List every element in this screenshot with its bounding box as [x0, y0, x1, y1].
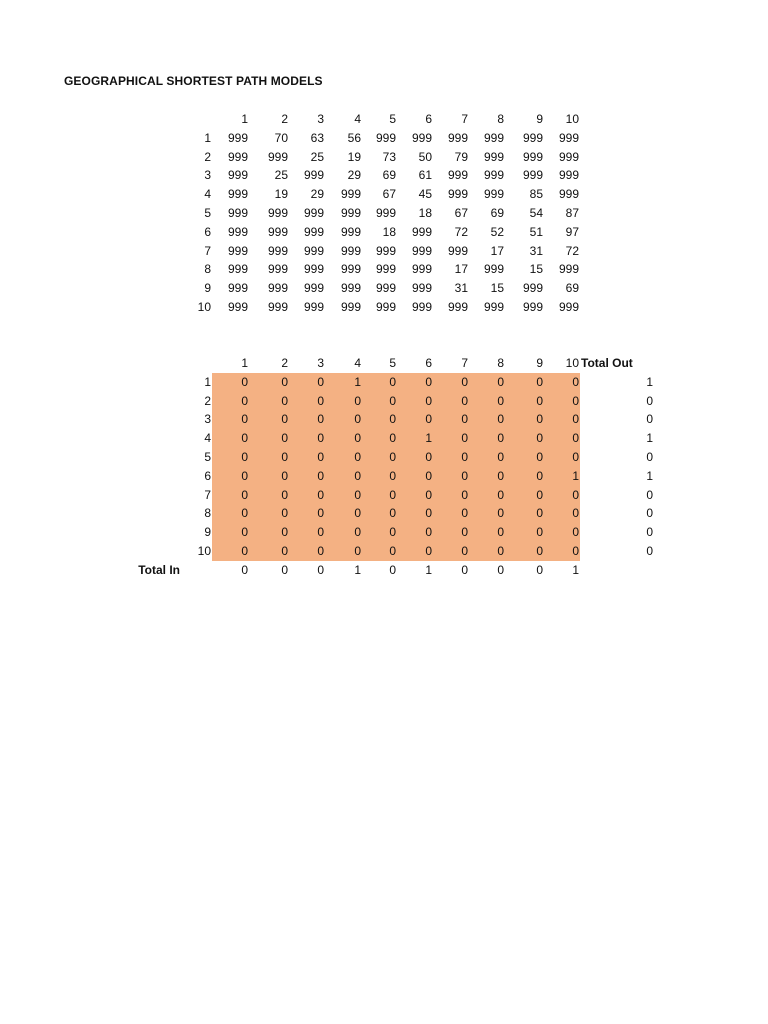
column-header: 10	[565, 112, 579, 126]
table-cell: 0	[389, 525, 396, 540]
total-in-value: 0	[497, 562, 504, 577]
table-cell: 999	[375, 130, 396, 145]
table-cell: 0	[572, 412, 579, 427]
row-header: 4	[204, 187, 211, 202]
table-cell: 999	[558, 187, 579, 202]
table-cell: 45	[418, 187, 432, 202]
table-cell: 0	[354, 450, 361, 464]
table-cell: 0	[461, 393, 468, 408]
table-cell: 0	[461, 450, 468, 464]
table-cell: 999	[522, 130, 543, 145]
row-header: 7	[204, 487, 211, 502]
table-cell: 0	[281, 544, 288, 558]
total-out-value: 0	[646, 412, 653, 427]
total-out-value: 0	[646, 525, 653, 540]
table-cell: 0	[389, 431, 396, 446]
table-cell: 999	[227, 206, 248, 220]
table-cell: 0	[354, 487, 361, 502]
table-cell: 0	[281, 393, 288, 408]
table-cell: 999	[375, 300, 396, 314]
row-header: 3	[204, 412, 211, 427]
row-header: 9	[204, 281, 211, 296]
table-cell: 999	[340, 300, 361, 314]
table-cell: 1	[354, 374, 361, 389]
table-cell: 999	[303, 224, 324, 239]
table-cell: 999	[375, 262, 396, 277]
table-cell: 999	[483, 130, 504, 145]
table-cell: 0	[281, 525, 288, 540]
table-cell: 0	[354, 506, 361, 521]
table-cell: 0	[317, 506, 324, 521]
table-cell: 0	[317, 450, 324, 464]
table-cell: 0	[389, 544, 396, 558]
column-header: 7	[461, 356, 468, 370]
table-cell: 0	[536, 544, 543, 558]
table-cell: 999	[558, 130, 579, 145]
row-header: 8	[204, 262, 211, 277]
table-cell: 999	[227, 149, 248, 164]
table-cell: 999	[340, 281, 361, 296]
table-cell: 999	[447, 243, 468, 258]
table-cell: 0	[241, 487, 248, 502]
table-cell: 0	[389, 374, 396, 389]
table-cell: 0	[389, 506, 396, 521]
table-cell: 0	[425, 468, 432, 483]
table-cell: 0	[497, 374, 504, 389]
total-in-label: Total In	[138, 562, 180, 577]
column-header: 5	[389, 356, 396, 370]
table-cell: 18	[382, 224, 396, 239]
table-cell: 0	[497, 506, 504, 521]
table-cell: 0	[389, 468, 396, 483]
row-header: 5	[204, 450, 211, 464]
table-cell: 72	[565, 243, 579, 258]
table-cell: 0	[281, 487, 288, 502]
table-cell: 0	[536, 487, 543, 502]
column-header: 3	[317, 112, 324, 126]
table-cell: 18	[418, 206, 432, 220]
table-cell: 0	[425, 544, 432, 558]
table-cell: 52	[490, 224, 504, 239]
table-cell: 19	[274, 187, 288, 202]
table-cell: 56	[347, 130, 361, 145]
column-header: 2	[281, 112, 288, 126]
page-title: GEOGRAPHICAL SHORTEST PATH MODELS	[64, 74, 323, 88]
table-cell: 0	[461, 544, 468, 558]
table-cell: 999	[227, 224, 248, 239]
column-header: 4	[354, 356, 361, 370]
table-cell: 999	[483, 149, 504, 164]
table-cell: 999	[447, 130, 468, 145]
table-cell: 999	[522, 149, 543, 164]
table-cell: 54	[529, 206, 543, 220]
row-header: 10	[197, 544, 211, 558]
table-cell: 0	[425, 374, 432, 389]
table-cell: 0	[241, 393, 248, 408]
table-cell: 999	[340, 243, 361, 258]
table-cell: 999	[375, 243, 396, 258]
table-cell: 999	[522, 281, 543, 296]
table-cell: 999	[303, 281, 324, 296]
table-cell: 999	[558, 168, 579, 183]
table-cell: 999	[227, 243, 248, 258]
table-cell: 999	[267, 281, 288, 296]
table-cell: 999	[303, 262, 324, 277]
table-cell: 0	[497, 431, 504, 446]
table-cell: 999	[303, 168, 324, 183]
table-cell: 29	[347, 168, 361, 183]
table-cell: 0	[461, 525, 468, 540]
total-out-value: 0	[646, 487, 653, 502]
column-header: 6	[425, 356, 432, 370]
table-cell: 999	[375, 281, 396, 296]
table-cell: 97	[565, 224, 579, 239]
table-cell: 0	[461, 487, 468, 502]
table-cell: 0	[572, 450, 579, 464]
total-out-value: 0	[646, 506, 653, 521]
table-cell: 999	[227, 187, 248, 202]
row-header: 7	[204, 243, 211, 258]
table-cell: 999	[483, 262, 504, 277]
table-cell: 999	[375, 206, 396, 220]
total-in-value: 1	[354, 562, 361, 577]
table-cell: 0	[241, 525, 248, 540]
table-cell: 67	[454, 206, 468, 220]
table-cell: 79	[454, 149, 468, 164]
table-cell: 999	[267, 243, 288, 258]
table-cell: 999	[411, 281, 432, 296]
table-cell: 0	[317, 374, 324, 389]
total-in-value: 0	[317, 562, 324, 577]
table-cell: 999	[447, 300, 468, 314]
table-cell: 0	[241, 544, 248, 558]
table-cell: 0	[572, 431, 579, 446]
table-cell: 0	[497, 393, 504, 408]
table-cell: 999	[522, 168, 543, 183]
table-cell: 0	[281, 506, 288, 521]
table-cell: 0	[354, 393, 361, 408]
table-cell: 0	[389, 450, 396, 464]
table-cell: 0	[536, 393, 543, 408]
table-cell: 0	[354, 544, 361, 558]
table-cell: 999	[303, 300, 324, 314]
table-cell: 17	[454, 262, 468, 277]
table-cell: 0	[572, 374, 579, 389]
table-cell: 0	[354, 412, 361, 427]
table-cell: 0	[389, 412, 396, 427]
total-in-value: 0	[389, 562, 396, 577]
column-header: 10	[565, 356, 579, 370]
table-cell: 0	[425, 506, 432, 521]
table-cell: 999	[483, 187, 504, 202]
table-cell: 999	[447, 168, 468, 183]
table-cell: 87	[565, 206, 579, 220]
row-header: 2	[204, 393, 211, 408]
table-cell: 0	[497, 544, 504, 558]
table-cell: 999	[522, 300, 543, 314]
total-out-value: 0	[646, 450, 653, 464]
column-header: 5	[389, 112, 396, 126]
total-out-value: 1	[646, 374, 653, 389]
table-cell: 999	[340, 262, 361, 277]
row-header: 9	[204, 525, 211, 540]
table-cell: 999	[227, 300, 248, 314]
table-cell: 0	[317, 487, 324, 502]
table-cell: 0	[389, 393, 396, 408]
table-cell: 999	[227, 262, 248, 277]
column-header: 2	[281, 356, 288, 370]
table-cell: 0	[281, 412, 288, 427]
table-cell: 0	[425, 450, 432, 464]
table-cell: 0	[572, 393, 579, 408]
table-cell: 0	[241, 506, 248, 521]
column-header: 4	[354, 112, 361, 126]
table-cell: 0	[461, 506, 468, 521]
table-cell: 0	[536, 525, 543, 540]
table-cell: 999	[267, 224, 288, 239]
table-cell: 63	[310, 130, 324, 145]
table-cell: 29	[310, 187, 324, 202]
table-cell: 67	[382, 187, 396, 202]
table-cell: 31	[454, 281, 468, 296]
table-cell: 999	[411, 262, 432, 277]
total-out-value: 0	[646, 544, 653, 558]
total-out-value: 1	[646, 431, 653, 446]
table-cell: 999	[411, 300, 432, 314]
table-cell: 69	[565, 281, 579, 296]
table-cell: 999	[303, 206, 324, 220]
table-cell: 999	[483, 300, 504, 314]
total-out-value: 1	[646, 468, 653, 483]
table-cell: 999	[411, 224, 432, 239]
table-cell: 0	[572, 525, 579, 540]
table-cell: 0	[317, 393, 324, 408]
table-cell: 0	[317, 544, 324, 558]
column-header: 3	[317, 356, 324, 370]
column-header: 1	[241, 112, 248, 126]
row-header: 4	[204, 431, 211, 446]
table-cell: 0	[536, 412, 543, 427]
table-cell: 0	[241, 412, 248, 427]
table-cell: 17	[490, 243, 504, 258]
row-header: 6	[204, 468, 211, 483]
table-cell: 70	[274, 130, 288, 145]
table-cell: 0	[354, 525, 361, 540]
table-cell: 999	[227, 130, 248, 145]
row-header: 3	[204, 168, 211, 183]
table-cell: 0	[461, 468, 468, 483]
table-cell: 999	[340, 224, 361, 239]
table-cell: 999	[267, 149, 288, 164]
table-cell: 0	[497, 450, 504, 464]
table-cell: 1	[572, 468, 579, 483]
table-cell: 85	[529, 187, 543, 202]
table-cell: 73	[382, 149, 396, 164]
table-cell: 19	[347, 149, 361, 164]
table-cell: 69	[490, 206, 504, 220]
table-cell: 0	[536, 468, 543, 483]
row-header: 2	[204, 149, 211, 164]
total-in-value: 0	[241, 562, 248, 577]
table-cell: 0	[425, 487, 432, 502]
total-in-value: 0	[281, 562, 288, 577]
table-cell: 0	[536, 506, 543, 521]
total-out-header: Total Out	[581, 356, 633, 370]
total-in-value: 1	[572, 562, 579, 577]
total-in-value: 1	[425, 562, 432, 577]
table-cell: 15	[490, 281, 504, 296]
table-cell: 0	[317, 431, 324, 446]
table-cell: 0	[497, 412, 504, 427]
table-cell: 0	[281, 374, 288, 389]
table-cell: 999	[558, 149, 579, 164]
table-cell: 0	[536, 431, 543, 446]
table-cell: 0	[317, 468, 324, 483]
table-cell: 0	[354, 431, 361, 446]
table-cell: 999	[483, 168, 504, 183]
table-cell: 999	[303, 243, 324, 258]
table-cell: 0	[241, 431, 248, 446]
table-cell: 999	[447, 187, 468, 202]
table-cell: 0	[389, 487, 396, 502]
table-cell: 999	[411, 243, 432, 258]
table-cell: 0	[425, 525, 432, 540]
table-cell: 999	[227, 168, 248, 183]
table-cell: 0	[497, 468, 504, 483]
table-cell: 15	[529, 262, 543, 277]
table-cell: 0	[572, 506, 579, 521]
table-cell: 999	[411, 130, 432, 145]
column-header: 7	[461, 112, 468, 126]
table-cell: 0	[572, 544, 579, 558]
table-cell: 69	[382, 168, 396, 183]
table-cell: 0	[241, 450, 248, 464]
table-cell: 25	[310, 149, 324, 164]
table-cell: 999	[267, 206, 288, 220]
table-cell: 0	[281, 431, 288, 446]
table-cell: 31	[529, 243, 543, 258]
table-cell: 999	[558, 300, 579, 314]
table-cell: 999	[340, 187, 361, 202]
table-cell: 999	[340, 206, 361, 220]
table-cell: 0	[497, 525, 504, 540]
column-header: 9	[536, 112, 543, 126]
table-cell: 0	[497, 487, 504, 502]
table-cell: 999	[267, 300, 288, 314]
table-cell: 0	[241, 374, 248, 389]
table-cell: 25	[274, 168, 288, 183]
total-out-value: 0	[646, 393, 653, 408]
row-header: 10	[197, 300, 211, 314]
total-in-value: 0	[536, 562, 543, 577]
column-header: 1	[241, 356, 248, 370]
table-cell: 0	[461, 412, 468, 427]
table-cell: 0	[241, 468, 248, 483]
table-cell: 0	[425, 412, 432, 427]
row-header: 6	[204, 224, 211, 239]
table-cell: 61	[418, 168, 432, 183]
table-cell: 0	[461, 431, 468, 446]
row-header: 1	[204, 374, 211, 389]
table-cell: 0	[317, 412, 324, 427]
table-cell: 0	[317, 525, 324, 540]
table-cell: 0	[461, 374, 468, 389]
column-header: 9	[536, 356, 543, 370]
table-cell: 0	[425, 393, 432, 408]
column-header: 6	[425, 112, 432, 126]
table-cell: 1	[425, 431, 432, 446]
table-cell: 999	[267, 262, 288, 277]
table-cell: 51	[529, 224, 543, 239]
table-cell: 0	[354, 468, 361, 483]
total-in-value: 0	[461, 562, 468, 577]
table-cell: 50	[418, 149, 432, 164]
table-cell: 0	[536, 374, 543, 389]
table-cell: 72	[454, 224, 468, 239]
table-cell: 0	[536, 450, 543, 464]
row-header: 8	[204, 506, 211, 521]
table-cell: 0	[281, 468, 288, 483]
table-cell: 0	[281, 450, 288, 464]
table-cell: 999	[227, 281, 248, 296]
row-header: 1	[204, 130, 211, 145]
table-cell: 999	[558, 262, 579, 277]
column-header: 8	[497, 112, 504, 126]
table-cell: 0	[572, 487, 579, 502]
row-header: 5	[204, 206, 211, 220]
column-header: 8	[497, 356, 504, 370]
